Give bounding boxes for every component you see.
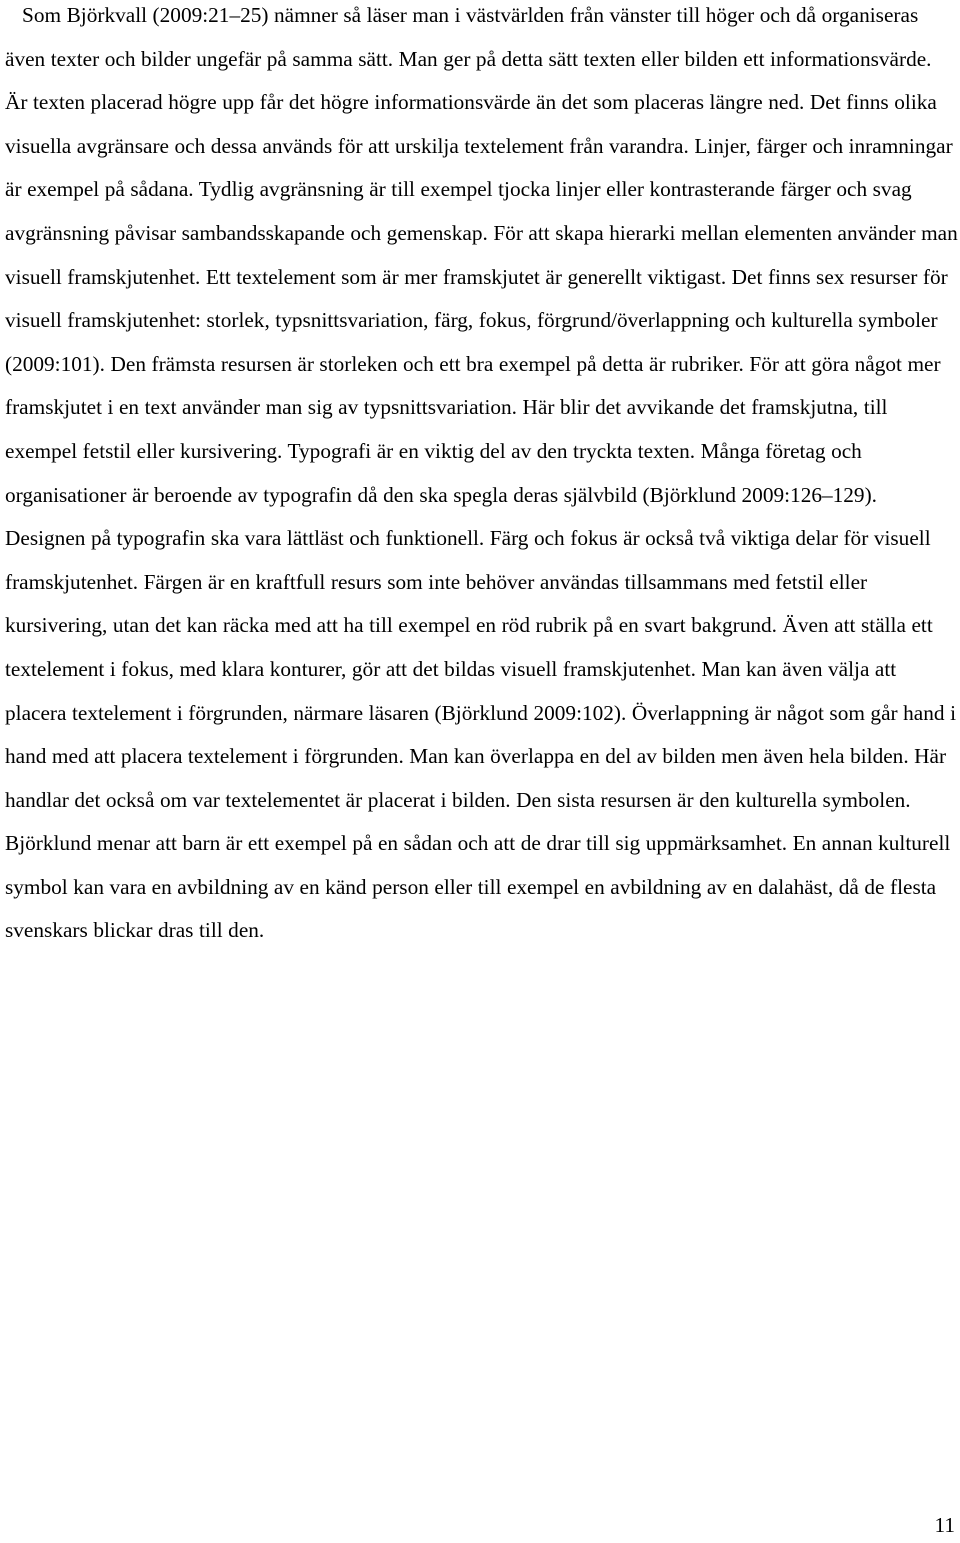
body-paragraph: Som Björkvall (2009:21–25) nämner så läser man i västvärlden från vänster till höger och då organiseras även texter och bilder ungefär på samma sätt. Man ger på detta sätt texten eller bilden ett informationsvärde. Är texten placerad högre upp får det högre informationsvärde än det som placeras längre ned. Det finns olika visuella avgränsare och dessa används för att urskilja textelement från varandra. Linjer, färger och inramningar är exempel på sådana. Tydlig avgränsning är till exempel tjocka linjer eller kontrasterande färger och svag avgränsning påvisar sambandsskapande och gemenskap. För att skapa hierarki mellan elementen använder man visuell framskjutenhet. Ett textelement som är mer framskjutet är generellt viktigast. Det finns sex resurser för visuell framskjutenhet: storlek, typsnittsvariation, färg, fokus, förgrund/överlappning och kulturella symboler (2009:101). Den främsta resursen är storleken och ett bra exempel på detta är rubriker. För att göra något mer framskjutet i en text använder man sig av typsnittsvariation. Här blir det avvikande det framskjutna, till exempel fetstil eller kursivering. Typografi är en viktig del av den tryckta texten. Många företag och organisationer är beroende av typografin då den ska spegla deras självbild (Björklund 2009:126–129). Designen på typografin ska vara lättläst och funktionell. Färg och fokus är också två viktiga delar för visuell framskjutenhet. Färgen är en kraftfull resurs som inte behöver användas tillsammans med fetstil eller kursivering, utan det kan räcka med att ha till exempel en röd rubrik på en svart bakgrund. Även att ställa ett textelement i fokus, med klara konturer, gör att det bildas visuell framskjutenhet. Man kan även välja att placera textelement i förgrunden, närmare läsaren (Björklund 2009:102). Överlappning är något som går hand i hand med att placera textelement i förgrunden. Man kan överlappa en del av bilden men även hela bilden. Här handlar det också om var textelementet är placerat i bilden. Den sista resursen är den kulturella symbolen. Björklund menar att barn är ett exempel på en sådan och att de drar till sig uppmärksamhet. En annan kulturell symbol kan vara en avbildning av en känd person eller till exempel en avbildning av en dalahäst, då de flesta svenskars blickar dras till den.: [5, 3, 958, 943]
page-number: 11: [934, 1513, 955, 1537]
